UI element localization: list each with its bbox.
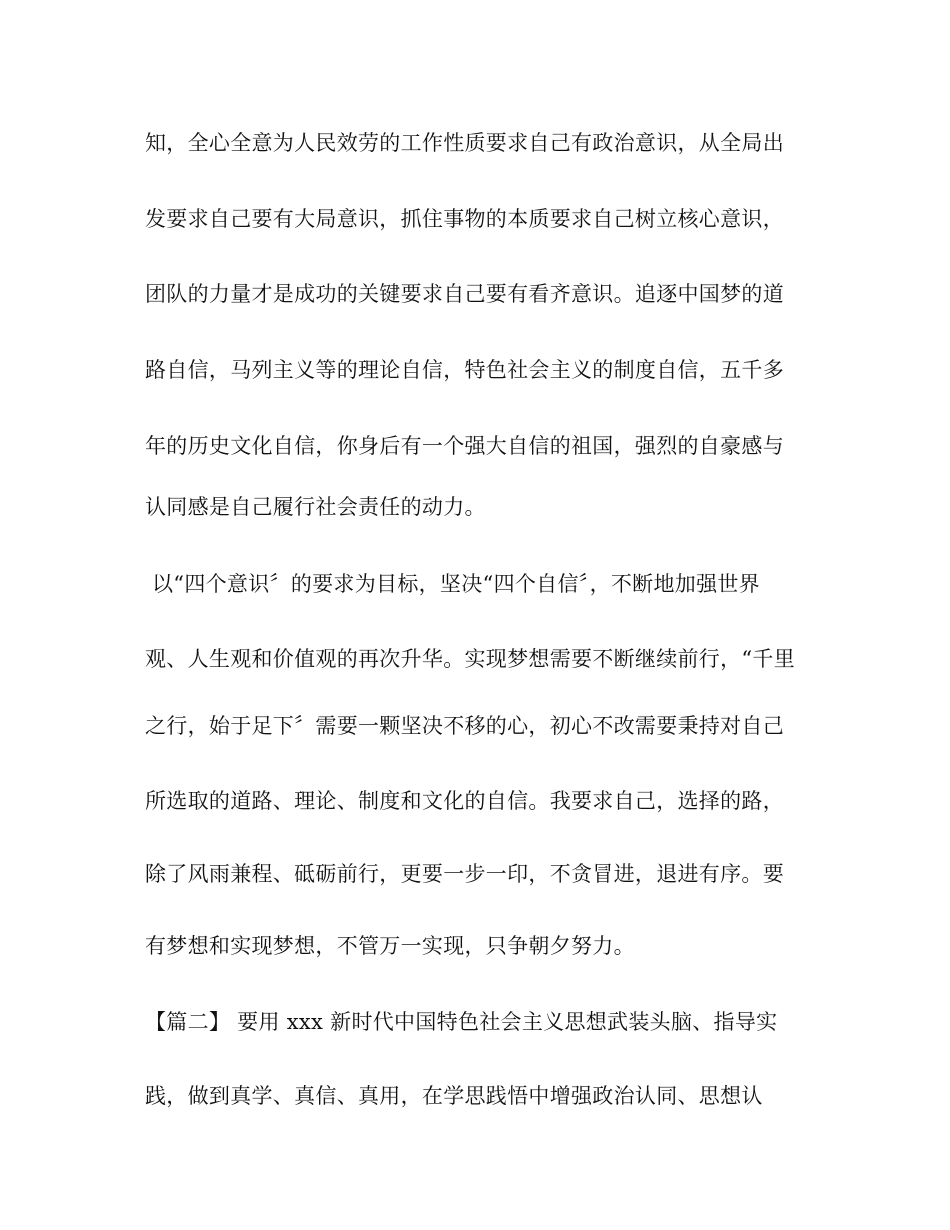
paragraph-line: 以“四个意识〞的要求为目标，坚决“四个自信〞，不断地加强世界 <box>152 572 760 596</box>
paragraph-line: 年的历史文化自信，你身后有一个强大自信的祖国，强烈的自豪感与 <box>145 434 784 458</box>
paragraph-line: 团队的力量才是成功的关键要求自己要有看齐意识。追逐中国梦的道 <box>145 282 784 306</box>
section-heading-line: 【篇二】 要用 xxx 新时代中国特色社会主义思想武装头脑、指导实 <box>145 1010 778 1034</box>
paragraph-line: 路自信，马列主义等的理论自信，特色社会主义的制度自信，五千多 <box>145 358 784 382</box>
paragraph-line: 认同感是自己履行社会责任的动力。 <box>145 495 486 519</box>
paragraph-line: 所选取的道路、理论、制度和文化的自信。我要求自己，选择的路， <box>145 789 784 813</box>
paragraph-line: 发要求自己要有大局意识，抓住事物的本质要求自己树立核心意识， <box>145 207 784 231</box>
paragraph-line: 除了风雨兼程、砥砺前行，更要一步一印，不贪冒进，退进有序。要 <box>145 862 784 886</box>
paragraph-line: 之行，始于足下〞需要一颗坚决不移的心，初心不改需要秉持对自己 <box>145 714 784 738</box>
paragraph-line: 知，全心全意为人民效劳的工作性质要求自己有政治意识，从全局出 <box>145 131 784 155</box>
paragraph-line: 有梦想和实现梦想，不管万一实现，只争朝夕努力。 <box>145 934 635 958</box>
paragraph-line: 观、人生观和价值观的再次升华。实现梦想需要不断继续前行，“千里 <box>145 647 796 671</box>
paragraph-line: 践，做到真学、真信、真用，在学思践悟中增强政治认同、思想认 <box>145 1084 763 1108</box>
